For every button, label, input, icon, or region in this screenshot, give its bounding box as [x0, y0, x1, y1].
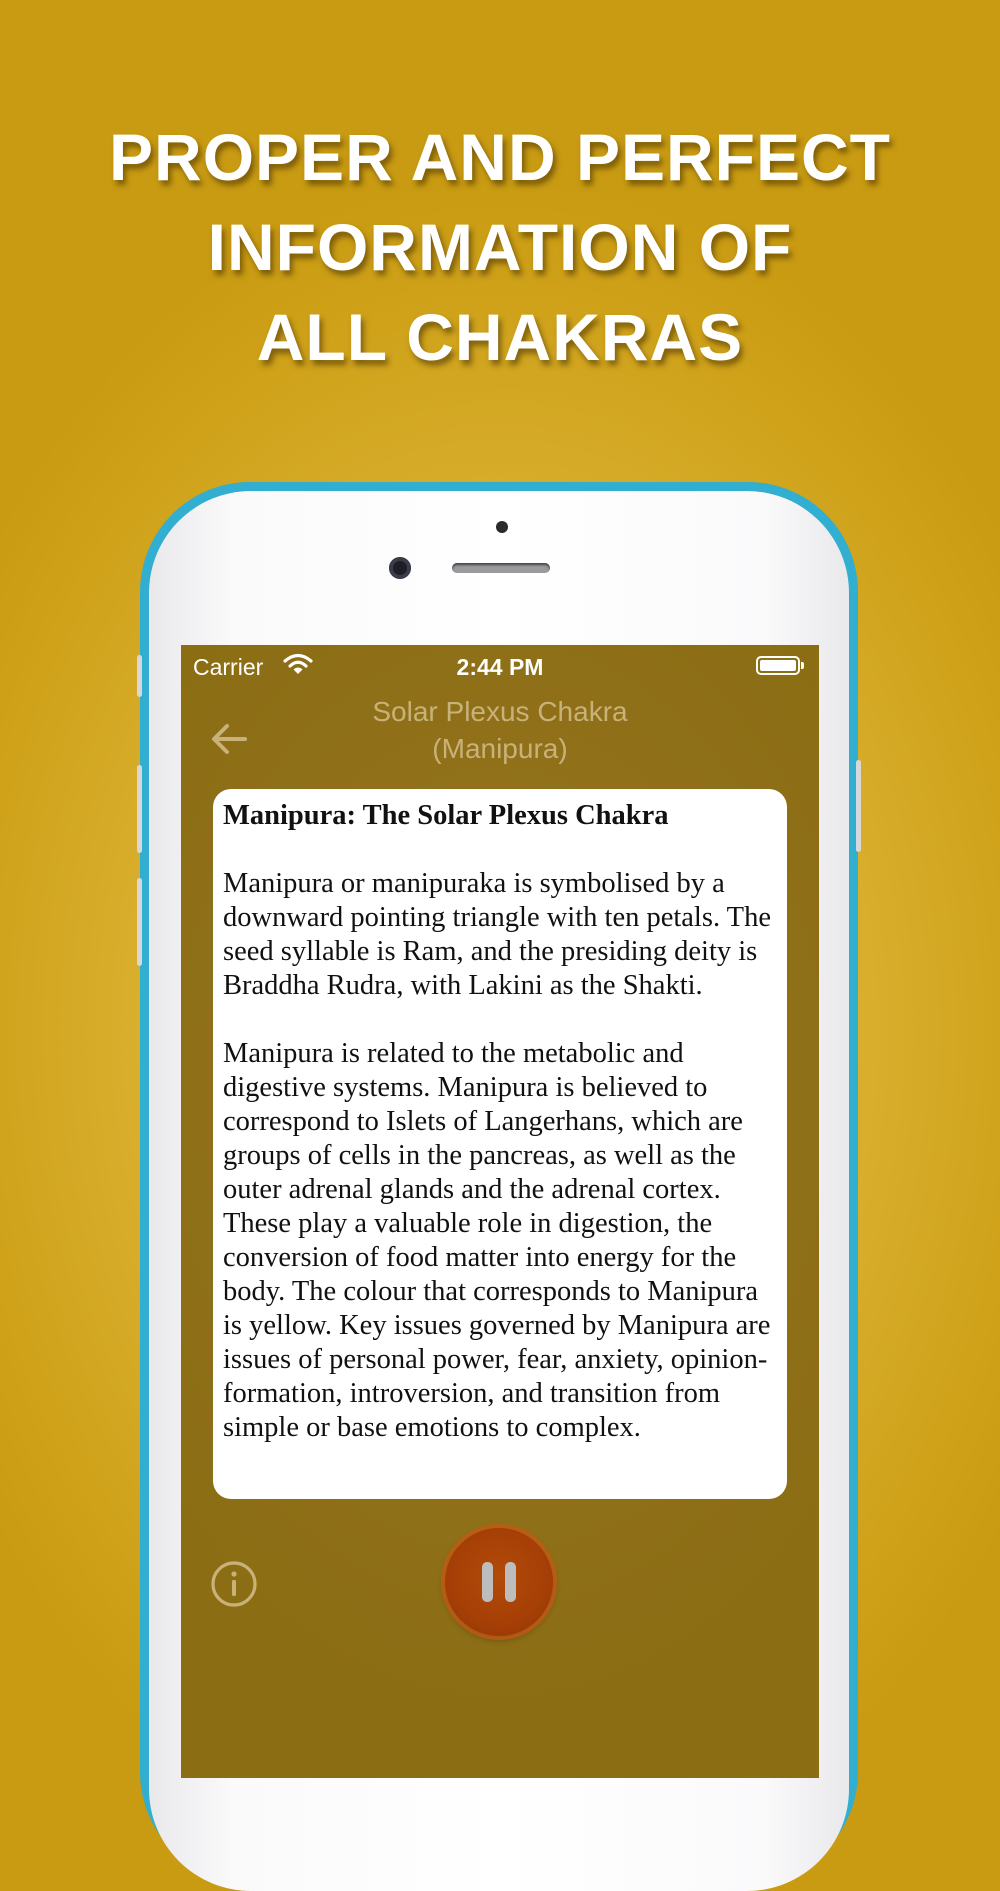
article-paragraph-1: Manipura or manipuraka is symbolised by a downward pointing triangle with ten petals. The seed syllable is Ram, and the presiding deity is Braddha Rudra, with Lakini as the Shakti.: [223, 868, 771, 1001]
carrier-label: Carrier: [193, 654, 264, 680]
article-text: [223, 799, 783, 1479]
article-card[interactable]: [213, 789, 787, 1499]
article-heading: Manipura: The Solar Plexus Chakra: [223, 800, 669, 831]
status-bar: [181, 645, 819, 685]
phone-power-button: [856, 760, 861, 852]
phone-volume-down: [137, 878, 142, 966]
headline-line-2: INFORMATION OF: [207, 210, 793, 284]
article-paragraph-2: Manipura is related to the metabolic and digestive systems. Manipura is believed to correspond to Islets of Langerhans, which are groups of cells in the pancreas, as well as the outer adrenal glands and the adrenal cortex. These play a valuable role in digestion, the conversion of food matter into energy for the body. The colour that corresponds to Manipura is yellow. Key issues governed by Manipura are issues of personal power, fear, anxiety, opinion-formation, introversion, and transition from simple or base emotions to complex.: [223, 1038, 771, 1443]
battery-icon: [756, 656, 800, 675]
phone-speaker: [452, 563, 550, 573]
page-title-line-2: (Manipura): [432, 733, 568, 764]
phone-silent-switch: [137, 655, 142, 697]
app-screen: [181, 645, 819, 1778]
pause-button[interactable]: [445, 1528, 553, 1636]
headline-line-1: PROPER AND PERFECT: [109, 120, 891, 194]
page-title-line-1: Solar Plexus Chakra: [372, 696, 628, 727]
info-icon[interactable]: [210, 1560, 258, 1608]
status-time: 2:44 PM: [456, 654, 544, 680]
phone-camera: [389, 557, 411, 579]
headline-line-3: ALL CHAKRAS: [256, 300, 744, 374]
promo-headline: [0, 112, 1000, 382]
phone-sensor: [496, 521, 508, 533]
page-title: [301, 693, 699, 767]
pause-icon: [480, 1560, 518, 1604]
phone-volume-up: [137, 765, 142, 853]
arrow-left-icon[interactable]: [207, 717, 251, 761]
